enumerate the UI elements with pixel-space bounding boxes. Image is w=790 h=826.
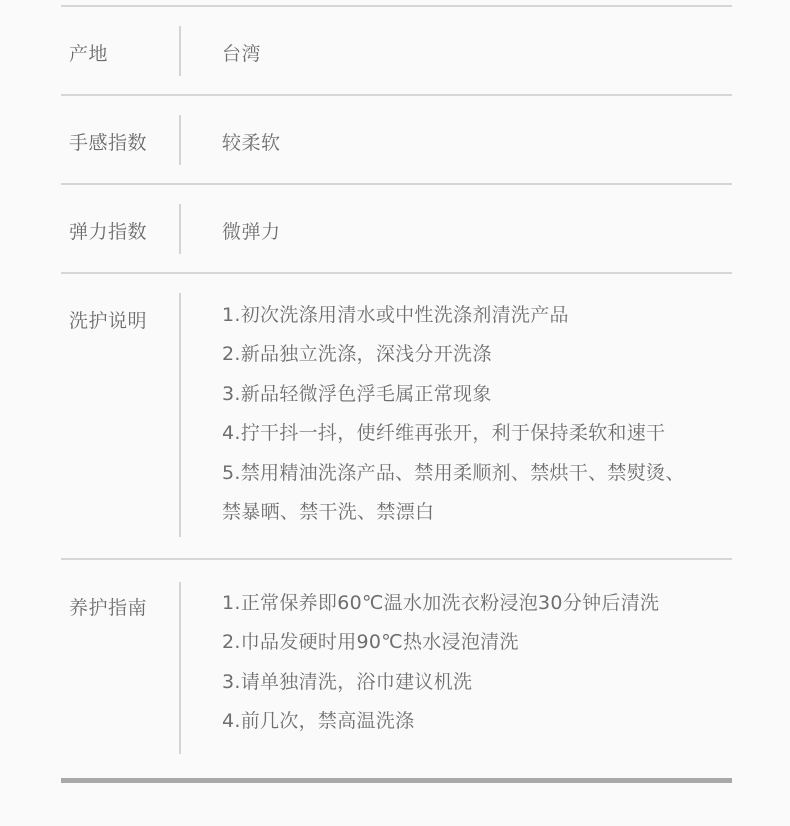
spec-label-origin: 产地 (69, 43, 109, 65)
care-guide-item: 4.前几次，禁高温洗涤 (222, 710, 415, 733)
spec-divider (179, 115, 181, 165)
spec-divider (179, 293, 181, 537)
care-guide-list (222, 584, 659, 742)
washing-instruction-item: 禁暴晒、禁干洗、禁漂白 (222, 500, 435, 523)
spec-row-care (61, 560, 732, 774)
spec-row-elasticity (61, 185, 732, 274)
spec-row-softness (61, 96, 732, 185)
washing-instruction-item: 1.初次洗涤用清水或中性洗涤剂清洗产品 (222, 304, 569, 326)
spec-divider (179, 26, 181, 76)
table-bottom-bar (61, 778, 732, 783)
spec-label-elasticity: 弹力指数 (69, 221, 148, 243)
spec-divider (179, 582, 181, 754)
spec-label-care: 养护指南 (69, 597, 148, 619)
spec-value-elasticity: 微弹力 (222, 221, 281, 243)
spec-label-softness: 手感指数 (69, 132, 148, 154)
spec-label-washing: 洗护说明 (69, 310, 148, 332)
care-guide-item: 1.正常保养即60℃温水加洗衣粉浸泡30分钟后清洗 (222, 592, 660, 614)
washing-instruction-item: 5.禁用精油洗涤产品、禁用柔顺剂、禁烘干、禁熨烫、 (222, 461, 685, 484)
washing-instruction-item: 2.新品独立洗涤，深浅分开洗涤 (222, 343, 492, 366)
washing-instruction-list (222, 296, 685, 532)
spec-divider (179, 204, 181, 254)
care-guide-item: 2.巾品发硬时用90℃热水浸泡清洗 (222, 631, 519, 654)
spec-value-softness: 较柔软 (222, 132, 281, 154)
spec-value-origin: 台湾 (222, 43, 262, 65)
spec-row-origin (61, 7, 732, 96)
washing-instruction-item: 4.拧干抖一抖，使纤维再张开，利于保持柔软和速干 (222, 422, 666, 445)
product-spec-table (61, 5, 732, 774)
spec-row-washing (61, 274, 732, 560)
washing-instruction-item: 3.新品轻微浮色浮毛属正常现象 (222, 382, 492, 405)
care-guide-item: 3.请单独清洗，浴巾建议机洗 (222, 670, 473, 693)
